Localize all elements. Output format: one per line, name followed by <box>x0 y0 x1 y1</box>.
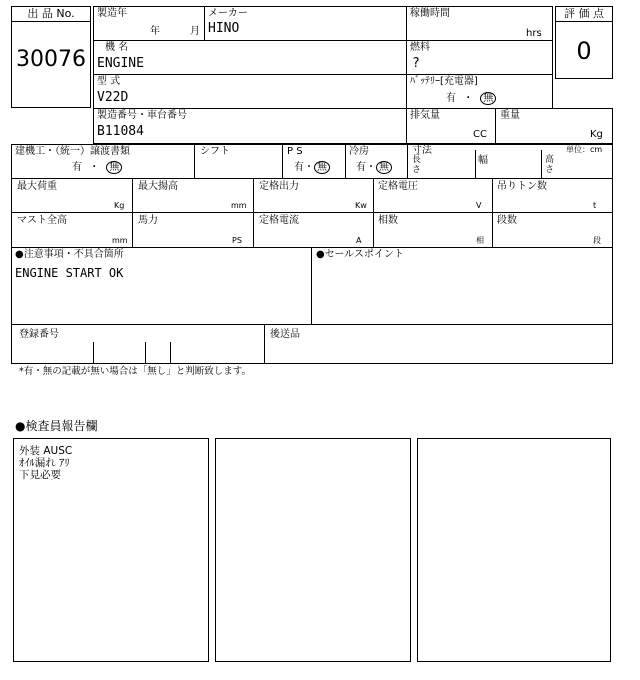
year-unit-month: 月 <box>190 26 200 37</box>
phase-label: 相数 <box>378 215 398 226</box>
divider <box>93 40 553 41</box>
divider <box>555 21 613 22</box>
item-no-label: 出 品 No. <box>27 7 75 20</box>
year-label: 製造年 <box>97 8 127 19</box>
divider <box>204 6 205 41</box>
caution-text: ENGINE START OK <box>15 266 124 280</box>
battery-label: ﾊﾞｯﾃﾘｰ[充電器] <box>410 76 478 87</box>
dims-label: 寸法 <box>412 145 432 156</box>
divider <box>170 342 171 364</box>
ps-yes-no <box>294 161 330 174</box>
fuel-value: ? <box>412 56 420 71</box>
transfer-yes-no <box>72 161 122 174</box>
rating-value: 0 <box>576 37 592 65</box>
no-option-circled: 無 <box>106 161 122 174</box>
ps-label: P S <box>287 146 303 157</box>
type-label: 型 式 <box>97 76 121 87</box>
mast-height-unit: mm <box>112 236 128 245</box>
weight-label: 重量 <box>500 110 520 121</box>
divider <box>406 6 407 144</box>
divider <box>11 212 613 213</box>
rated-voltage-label: 定格電圧 <box>378 181 418 192</box>
divider <box>282 144 283 178</box>
rated-current-unit: A <box>356 236 362 245</box>
hours-unit: hrs <box>526 28 542 39</box>
inspector-line-1: 外装 AUSC <box>19 445 73 457</box>
sales-point-label: ●セールスポイント <box>316 249 404 260</box>
divider <box>93 74 553 75</box>
rated-current-label: 定格電流 <box>259 215 299 226</box>
divider <box>145 342 146 364</box>
rating-label: 評 価 点 <box>564 7 604 20</box>
divider <box>541 150 542 178</box>
transfer-docs-label: 建機工・（統一）譲渡書類 <box>15 146 130 157</box>
displacement-label: 排気量 <box>410 110 440 121</box>
year-unit-year: 年 <box>150 26 160 37</box>
cooler-yes-no <box>356 161 392 174</box>
battery-yes-no <box>446 92 496 105</box>
divider <box>407 144 408 178</box>
width-label: 幅 <box>478 155 488 166</box>
max-lift-label: 最大揚高 <box>138 181 178 192</box>
horsepower-label: 馬力 <box>138 215 158 226</box>
divider <box>11 21 91 22</box>
yes-option: 有 <box>446 93 456 104</box>
height-label: 高 さ <box>545 155 555 175</box>
steps-unit: 段 <box>593 236 601 245</box>
divider <box>132 178 133 248</box>
inspector-title: ●検査員報告欄 <box>15 419 98 433</box>
registration-label: 登録番号 <box>19 329 59 340</box>
divider <box>253 178 254 248</box>
inspector-line-3: 下見必要 <box>19 469 61 481</box>
max-load-label: 最大荷重 <box>17 181 57 192</box>
divider <box>492 178 493 248</box>
inspector-box-3 <box>417 438 611 662</box>
serial-label: 製造番号・車台番号 <box>97 110 187 121</box>
cooler-label: 冷房 <box>349 146 369 157</box>
dot-separator: ・ <box>366 162 376 173</box>
yes-option: 有 <box>294 162 304 173</box>
footnote: *有・無の記載が無い場合は「無し」と判断致します。 <box>19 366 251 377</box>
yes-option: 有 <box>72 162 82 173</box>
divider <box>93 342 94 364</box>
hoist-ton-label: 吊りトン数 <box>497 181 547 192</box>
divider <box>345 144 346 178</box>
divider <box>264 324 265 364</box>
inspector-box-2 <box>215 438 411 662</box>
rated-output-label: 定格出力 <box>259 181 299 192</box>
maker-value: HINO <box>208 21 240 36</box>
hoist-ton-unit: t <box>593 201 597 210</box>
max-lift-unit: mm <box>231 201 247 210</box>
steps-label: 段数 <box>497 215 517 226</box>
model-value: ENGINE <box>97 56 144 71</box>
model-label: 機 名 <box>105 42 129 53</box>
unit-note: 単位：cm <box>566 145 603 154</box>
phase-unit: 相 <box>476 236 484 245</box>
item-no-value: 30076 <box>16 47 86 72</box>
rated-output-unit: Kw <box>355 201 367 210</box>
weight-unit: Kg <box>590 129 603 140</box>
type-value: V22D <box>97 90 129 105</box>
divider <box>373 178 374 248</box>
registration-block <box>11 324 613 364</box>
spec-grid <box>11 144 613 248</box>
divider <box>475 150 476 178</box>
later-shipment-label: 後送品 <box>270 329 300 340</box>
max-load-unit: Kg <box>114 201 125 210</box>
dot-separator: ・ <box>89 162 100 173</box>
serial-value: B11084 <box>97 124 144 139</box>
divider <box>194 144 195 178</box>
no-option-circled: 無 <box>480 92 496 105</box>
dot-separator: ・ <box>304 162 314 173</box>
divider <box>311 247 312 325</box>
yes-option: 有 <box>356 162 366 173</box>
rated-voltage-unit: V <box>476 201 482 210</box>
mast-height-label: マスト全高 <box>17 215 67 226</box>
header-block <box>93 6 553 144</box>
caution-label: ●注意事項・不具合箇所 <box>15 249 124 260</box>
fuel-label: 燃料 <box>410 42 430 53</box>
length-label: 長 さ <box>412 155 422 175</box>
no-option-circled: 無 <box>376 161 392 174</box>
hours-label: 稼働時間 <box>410 8 450 19</box>
horsepower-unit: PS <box>232 236 242 245</box>
divider <box>11 178 613 179</box>
dot-separator: ・ <box>463 93 474 104</box>
maker-label: メーカー <box>208 8 248 19</box>
inspector-line-2: ｵｲﾙ漏れ ｱﾘ <box>19 457 70 469</box>
shift-label: シフト <box>200 146 230 157</box>
displacement-unit: CC <box>473 129 487 140</box>
no-option-circled: 無 <box>314 161 330 174</box>
